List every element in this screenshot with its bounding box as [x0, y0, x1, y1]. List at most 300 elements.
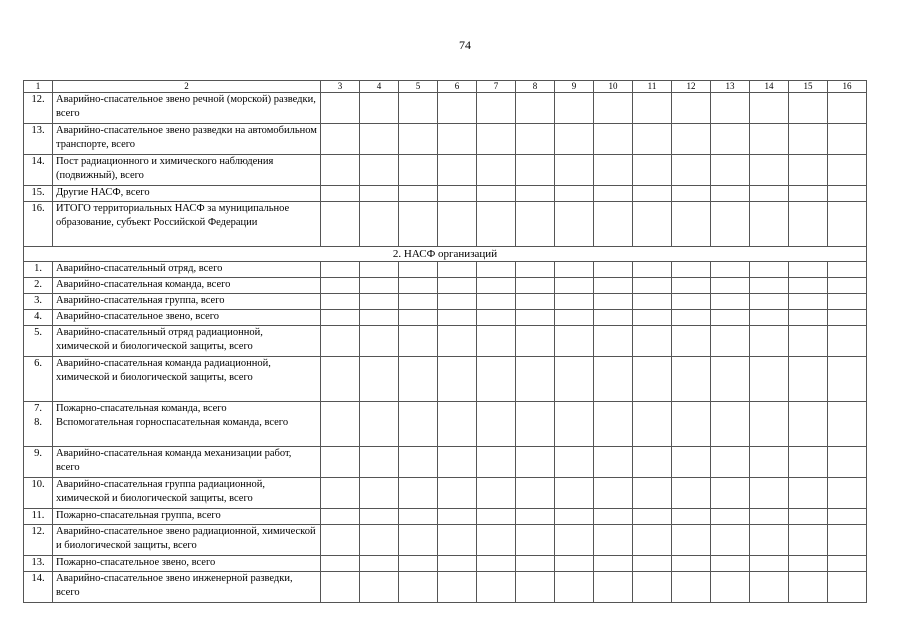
value-cell: [321, 556, 360, 572]
row-name: Аварийно-спасательная группа, всего: [53, 294, 321, 310]
value-cell: [594, 294, 633, 310]
value-cell: [750, 294, 789, 310]
value-cell: [477, 202, 516, 247]
value-cell: [594, 447, 633, 478]
value-cell: [399, 202, 438, 247]
value-cell: [321, 509, 360, 525]
value-cell: [672, 294, 711, 310]
value-cell: [399, 294, 438, 310]
value-cell: [555, 155, 594, 186]
value-cell: [555, 478, 594, 509]
column-header: 11: [633, 81, 672, 93]
value-cell: [438, 278, 477, 294]
value-cell: [516, 155, 555, 186]
value-cell: [672, 310, 711, 326]
value-cell: [789, 357, 828, 402]
value-cell: [438, 326, 477, 357]
value-cell: [555, 294, 594, 310]
value-cell: [321, 572, 360, 603]
value-cell: [828, 525, 867, 556]
value-cell: [633, 262, 672, 278]
value-cell: [360, 310, 399, 326]
value-cell: [828, 357, 867, 402]
value-cell: [594, 310, 633, 326]
value-cell: [594, 278, 633, 294]
table-row: [24, 294, 867, 310]
value-cell: [633, 310, 672, 326]
column-header: 16: [828, 81, 867, 93]
value-cell: [516, 357, 555, 402]
value-cell: [594, 93, 633, 124]
value-cell: [321, 124, 360, 155]
value-cell: [516, 310, 555, 326]
value-cell: [711, 525, 750, 556]
row-name: Аварийно-спасательное звено речной (морской) разведки, всего: [53, 93, 321, 124]
value-cell: [477, 310, 516, 326]
value-cell: [321, 478, 360, 509]
value-cell: [399, 509, 438, 525]
value-cell: [360, 93, 399, 124]
value-cell: [477, 124, 516, 155]
row-name: Аварийно-спасательный отряд, всего: [53, 262, 321, 278]
value-cell: [750, 310, 789, 326]
value-cell: [789, 478, 828, 509]
value-cell: [438, 186, 477, 202]
value-cell: [594, 357, 633, 402]
row-number: 12.: [24, 525, 53, 556]
value-cell: [360, 402, 399, 447]
value-cell: [828, 509, 867, 525]
value-cell: [516, 478, 555, 509]
value-cell: [633, 294, 672, 310]
value-cell: [399, 155, 438, 186]
value-cell: [750, 572, 789, 603]
value-cell: [750, 525, 789, 556]
value-cell: [633, 186, 672, 202]
value-cell: [477, 447, 516, 478]
value-cell: [399, 124, 438, 155]
value-cell: [477, 357, 516, 402]
value-cell: [672, 262, 711, 278]
value-cell: [789, 93, 828, 124]
table-row: [24, 155, 867, 186]
value-cell: [750, 93, 789, 124]
value-cell: [750, 556, 789, 572]
value-cell: [633, 572, 672, 603]
value-cell: [672, 93, 711, 124]
value-cell: [828, 278, 867, 294]
value-cell: [360, 186, 399, 202]
value-cell: [672, 124, 711, 155]
table-row: [24, 202, 867, 247]
value-cell: [555, 525, 594, 556]
table-row: [24, 556, 867, 572]
column-header: 12: [672, 81, 711, 93]
row-number: 16.: [24, 202, 53, 247]
value-cell: [828, 294, 867, 310]
value-cell: [555, 124, 594, 155]
value-cell: [828, 556, 867, 572]
value-cell: [828, 202, 867, 247]
value-cell: [633, 278, 672, 294]
value-cell: [633, 155, 672, 186]
value-cell: [789, 525, 828, 556]
value-cell: [672, 447, 711, 478]
value-cell: [594, 202, 633, 247]
table-row: [24, 93, 867, 124]
row-name: Аварийно-спасательный отряд радиационной, химической и биологической защиты, всего: [53, 326, 321, 357]
row-name: Аварийно-спасательная группа радиационной, химической и биологической защиты, всего: [53, 478, 321, 509]
value-cell: [321, 155, 360, 186]
value-cell: [789, 326, 828, 357]
value-cell: [516, 186, 555, 202]
value-cell: [555, 357, 594, 402]
value-cell: [399, 572, 438, 603]
value-cell: [672, 357, 711, 402]
table-row: [24, 186, 867, 202]
value-cell: [321, 402, 360, 447]
row-number: 2.: [24, 278, 53, 294]
value-cell: [594, 186, 633, 202]
row-name: Аварийно-спасательная команда механизации работ, всего: [53, 447, 321, 478]
value-cell: [321, 278, 360, 294]
value-cell: [438, 447, 477, 478]
value-cell: [789, 294, 828, 310]
value-cell: [438, 572, 477, 603]
table-row: [24, 509, 867, 525]
value-cell: [399, 93, 438, 124]
row-name: Аварийно-спасательное звено, всего: [53, 310, 321, 326]
value-cell: [828, 124, 867, 155]
value-cell: [750, 357, 789, 402]
value-cell: [516, 202, 555, 247]
value-cell: [516, 326, 555, 357]
value-cell: [516, 525, 555, 556]
value-cell: [711, 509, 750, 525]
value-cell: [360, 572, 399, 603]
value-cell: [633, 525, 672, 556]
value-cell: [516, 278, 555, 294]
table-row: [24, 124, 867, 155]
value-cell: [399, 357, 438, 402]
value-cell: [321, 525, 360, 556]
value-cell: [516, 294, 555, 310]
value-cell: [594, 572, 633, 603]
value-cell: [555, 402, 594, 447]
column-header: 1: [24, 81, 53, 93]
value-cell: [594, 556, 633, 572]
value-cell: [360, 155, 399, 186]
value-cell: [750, 124, 789, 155]
column-header: 7: [477, 81, 516, 93]
value-cell: [477, 509, 516, 525]
row-name: Аварийно-спасательное звено инженерной разведки, всего: [53, 572, 321, 603]
value-cell: [672, 155, 711, 186]
column-header: 6: [438, 81, 477, 93]
value-cell: [789, 262, 828, 278]
value-cell: [477, 525, 516, 556]
value-cell: [750, 262, 789, 278]
value-cell: [321, 326, 360, 357]
value-cell: [711, 93, 750, 124]
value-cell: [399, 447, 438, 478]
value-cell: [594, 478, 633, 509]
value-cell: [399, 326, 438, 357]
table-row: [24, 525, 867, 556]
value-cell: [477, 478, 516, 509]
value-cell: [594, 525, 633, 556]
value-cell: [672, 202, 711, 247]
row-number: 10.: [24, 478, 53, 509]
value-cell: [633, 357, 672, 402]
value-cell: [750, 186, 789, 202]
value-cell: [360, 447, 399, 478]
value-cell: [321, 294, 360, 310]
row-name: Аварийно-спасательное звено радиационной, химической и биологической защиты, всего: [53, 525, 321, 556]
row-name: Пожарно-спасательная группа, всего: [53, 509, 321, 525]
value-cell: [516, 93, 555, 124]
row-number: 4.: [24, 310, 53, 326]
header-row: [24, 81, 867, 93]
row-name: Другие НАСФ, всего: [53, 186, 321, 202]
value-cell: [789, 509, 828, 525]
value-cell: [360, 294, 399, 310]
value-cell: [477, 186, 516, 202]
value-cell: [672, 525, 711, 556]
value-cell: [711, 294, 750, 310]
value-cell: [711, 572, 750, 603]
section-title: 2. НАСФ организаций: [24, 247, 867, 262]
value-cell: [555, 572, 594, 603]
table-row: [24, 572, 867, 603]
row-number: 5.: [24, 326, 53, 357]
column-header: 14: [750, 81, 789, 93]
value-cell: [711, 124, 750, 155]
row-number: 3.: [24, 294, 53, 310]
value-cell: [477, 572, 516, 603]
value-cell: [555, 278, 594, 294]
value-cell: [633, 402, 672, 447]
value-cell: [477, 326, 516, 357]
value-cell: [711, 155, 750, 186]
value-cell: [399, 262, 438, 278]
value-cell: [594, 155, 633, 186]
value-cell: [360, 478, 399, 509]
value-cell: [360, 357, 399, 402]
value-cell: [789, 447, 828, 478]
value-cell: [438, 202, 477, 247]
value-cell: [438, 124, 477, 155]
value-cell: [360, 124, 399, 155]
value-cell: [789, 124, 828, 155]
row-number: 7. 8.: [24, 402, 53, 447]
value-cell: [750, 509, 789, 525]
value-cell: [555, 202, 594, 247]
value-cell: [633, 326, 672, 357]
row-name: Пост радиационного и химического наблюдения (подвижный), всего: [53, 155, 321, 186]
value-cell: [477, 262, 516, 278]
value-cell: [672, 326, 711, 357]
column-header: 13: [711, 81, 750, 93]
value-cell: [555, 262, 594, 278]
row-number: 13.: [24, 556, 53, 572]
value-cell: [828, 572, 867, 603]
value-cell: [789, 186, 828, 202]
value-cell: [594, 262, 633, 278]
value-cell: [555, 93, 594, 124]
column-header: 5: [399, 81, 438, 93]
value-cell: [360, 556, 399, 572]
value-cell: [711, 357, 750, 402]
value-cell: [633, 478, 672, 509]
value-cell: [711, 478, 750, 509]
value-cell: [555, 447, 594, 478]
row-name: Аварийно-спасательное звено разведки на автомобильном транспорте, всего: [53, 124, 321, 155]
value-cell: [672, 556, 711, 572]
value-cell: [633, 509, 672, 525]
value-cell: [789, 278, 828, 294]
value-cell: [633, 93, 672, 124]
page-number: 74: [459, 38, 471, 52]
column-header: 15: [789, 81, 828, 93]
value-cell: [672, 572, 711, 603]
value-cell: [555, 310, 594, 326]
value-cell: [672, 509, 711, 525]
value-cell: [633, 447, 672, 478]
value-cell: [516, 402, 555, 447]
value-cell: [555, 556, 594, 572]
row-name: Аварийно-спасательная команда радиационной, химической и биологической защиты, всего: [53, 357, 321, 402]
value-cell: [750, 326, 789, 357]
value-cell: [711, 447, 750, 478]
column-header: 9: [555, 81, 594, 93]
row-number: 1.: [24, 262, 53, 278]
value-cell: [321, 186, 360, 202]
value-cell: [750, 478, 789, 509]
column-header: 10: [594, 81, 633, 93]
value-cell: [321, 93, 360, 124]
value-cell: [594, 509, 633, 525]
value-cell: [399, 186, 438, 202]
value-cell: [438, 310, 477, 326]
table-row: [24, 447, 867, 478]
value-cell: [672, 186, 711, 202]
value-cell: [438, 357, 477, 402]
row-number: 14.: [24, 155, 53, 186]
column-header: 8: [516, 81, 555, 93]
value-cell: [711, 556, 750, 572]
value-cell: [672, 278, 711, 294]
value-cell: [360, 525, 399, 556]
value-cell: [789, 155, 828, 186]
value-cell: [321, 357, 360, 402]
value-cell: [711, 186, 750, 202]
value-cell: [399, 310, 438, 326]
value-cell: [828, 447, 867, 478]
value-cell: [828, 310, 867, 326]
row-name: ИТОГО территориальных НАСФ за муниципальное образование, субъект Российской Федерации: [53, 202, 321, 247]
value-cell: [438, 93, 477, 124]
value-cell: [438, 294, 477, 310]
value-cell: [711, 202, 750, 247]
value-cell: [516, 124, 555, 155]
value-cell: [477, 294, 516, 310]
value-cell: [477, 556, 516, 572]
value-cell: [555, 186, 594, 202]
value-cell: [594, 326, 633, 357]
table-row: [24, 262, 867, 278]
value-cell: [789, 572, 828, 603]
value-cell: [672, 402, 711, 447]
value-cell: [555, 509, 594, 525]
value-cell: [360, 202, 399, 247]
value-cell: [711, 278, 750, 294]
value-cell: [711, 326, 750, 357]
value-cell: [555, 326, 594, 357]
column-header: 3: [321, 81, 360, 93]
value-cell: [711, 402, 750, 447]
value-cell: [828, 402, 867, 447]
value-cell: [438, 509, 477, 525]
row-name: Аварийно-спасательная команда, всего: [53, 278, 321, 294]
column-header: 2: [53, 81, 321, 93]
table-row: [24, 310, 867, 326]
value-cell: [516, 556, 555, 572]
value-cell: [828, 326, 867, 357]
value-cell: [360, 278, 399, 294]
row-name: Пожарно-спасательное звено, всего: [53, 556, 321, 572]
value-cell: [438, 155, 477, 186]
value-cell: [594, 124, 633, 155]
table-row: [24, 278, 867, 294]
value-cell: [516, 447, 555, 478]
row-name: Пожарно-спасательная команда, всего Вспомогательная горноспасательная команда, всего: [53, 402, 321, 447]
value-cell: [477, 155, 516, 186]
value-cell: [789, 202, 828, 247]
value-cell: [789, 310, 828, 326]
value-cell: [750, 278, 789, 294]
value-cell: [750, 402, 789, 447]
value-cell: [828, 93, 867, 124]
value-cell: [399, 278, 438, 294]
value-cell: [516, 509, 555, 525]
value-cell: [750, 447, 789, 478]
value-cell: [516, 262, 555, 278]
value-cell: [438, 556, 477, 572]
value-cell: [789, 556, 828, 572]
value-cell: [438, 402, 477, 447]
value-cell: [321, 202, 360, 247]
value-cell: [750, 202, 789, 247]
value-cell: [477, 278, 516, 294]
value-cell: [633, 124, 672, 155]
row-number: 6.: [24, 357, 53, 402]
value-cell: [477, 93, 516, 124]
value-cell: [750, 155, 789, 186]
value-cell: [321, 447, 360, 478]
table-row: [24, 357, 867, 402]
value-cell: [438, 478, 477, 509]
value-cell: [828, 262, 867, 278]
row-number: 9.: [24, 447, 53, 478]
row-number: 11.: [24, 509, 53, 525]
row-number: 14.: [24, 572, 53, 603]
value-cell: [360, 326, 399, 357]
value-cell: [438, 262, 477, 278]
column-header: 4: [360, 81, 399, 93]
table-row: [24, 326, 867, 357]
value-cell: [438, 525, 477, 556]
